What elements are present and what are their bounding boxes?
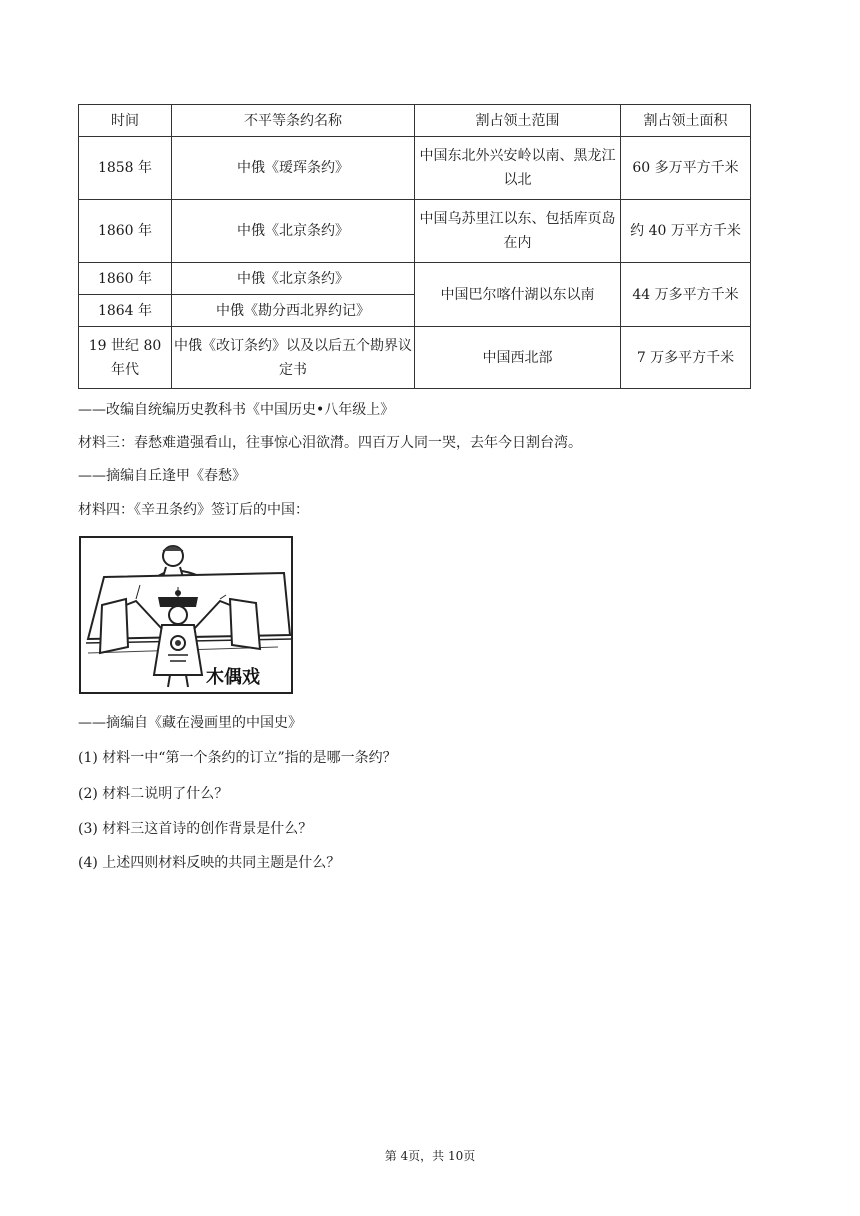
table-row bbox=[79, 200, 751, 263]
header-territory-scope: 割占领土范围 bbox=[415, 105, 621, 137]
question-4: (4) 上述四则材料反映的共同主题是什么？ bbox=[78, 855, 341, 871]
cartoon-caption: 木偶戏 bbox=[206, 667, 260, 688]
puppet-show-cartoon bbox=[78, 535, 294, 695]
question-1: (1) 材料一中“第一个条约的订立”指的是哪一条约？ bbox=[78, 750, 397, 766]
material-three-poem: 材料三：春愁难遣强看山，往事惊心泪欲潸。四百万人同一哭，去年今日割台湾。 bbox=[78, 435, 582, 451]
source-citation-comic: ——摘编自《藏在漫画里的中国史》 bbox=[78, 715, 302, 731]
cell-scope: 中国东北外兴安岭以南、黑龙江以北 bbox=[415, 137, 621, 200]
cell-area: 60 多万平方千米 bbox=[621, 137, 751, 200]
cell-area: 7 万多平方千米 bbox=[621, 327, 751, 389]
cell-treaty: 中俄《北京条约》 bbox=[172, 200, 415, 263]
table-row bbox=[79, 263, 751, 295]
source-citation-textbook: ——改编自统编历史教科书《中国历史•八年级上》 bbox=[78, 402, 395, 418]
cell-time: 1858 年 bbox=[79, 137, 172, 200]
material-four-intro: 材料四：《辛丑条约》签订后的中国： bbox=[78, 502, 309, 518]
header-territory-area: 割占领土面积 bbox=[621, 105, 751, 137]
cell-scope: 中国乌苏里江以东、包括库页岛在内 bbox=[415, 200, 621, 263]
table-row bbox=[79, 137, 751, 200]
cell-scope: 中国西北部 bbox=[415, 327, 621, 389]
cell-time: 1860 年 bbox=[79, 263, 172, 295]
header-treaty-name: 不平等条约名称 bbox=[172, 105, 415, 137]
cell-treaty: 中俄《北京条约》 bbox=[172, 263, 415, 295]
table-row bbox=[79, 327, 751, 389]
cell-time: 19 世纪 80 年代 bbox=[79, 327, 172, 389]
treaty-table bbox=[78, 104, 751, 389]
cell-scope: 中国巴尔喀什湖以东以南 bbox=[415, 263, 621, 327]
table-header-row bbox=[79, 105, 751, 137]
page-footer: 第 4页，共 10页 bbox=[384, 1149, 476, 1163]
cell-treaty: 中俄《改订条约》以及以后五个勘界议定书 bbox=[172, 327, 415, 389]
question-3: (3) 材料三这首诗的创作背景是什么？ bbox=[78, 821, 313, 837]
cell-time: 1860 年 bbox=[79, 200, 172, 263]
cell-time: 1864 年 bbox=[79, 295, 172, 327]
cell-area: 约 40 万平方千米 bbox=[621, 200, 751, 263]
question-2: (2) 材料二说明了什么？ bbox=[78, 786, 229, 802]
header-time: 时间 bbox=[79, 105, 172, 137]
cell-treaty: 中俄《勘分西北界约记》 bbox=[172, 295, 415, 327]
cell-area: 44 万多平方千米 bbox=[621, 263, 751, 327]
cell-treaty: 中俄《瑷珲条约》 bbox=[172, 137, 415, 200]
source-citation-poem: ——摘编自丘逢甲《春愁》 bbox=[78, 468, 246, 484]
